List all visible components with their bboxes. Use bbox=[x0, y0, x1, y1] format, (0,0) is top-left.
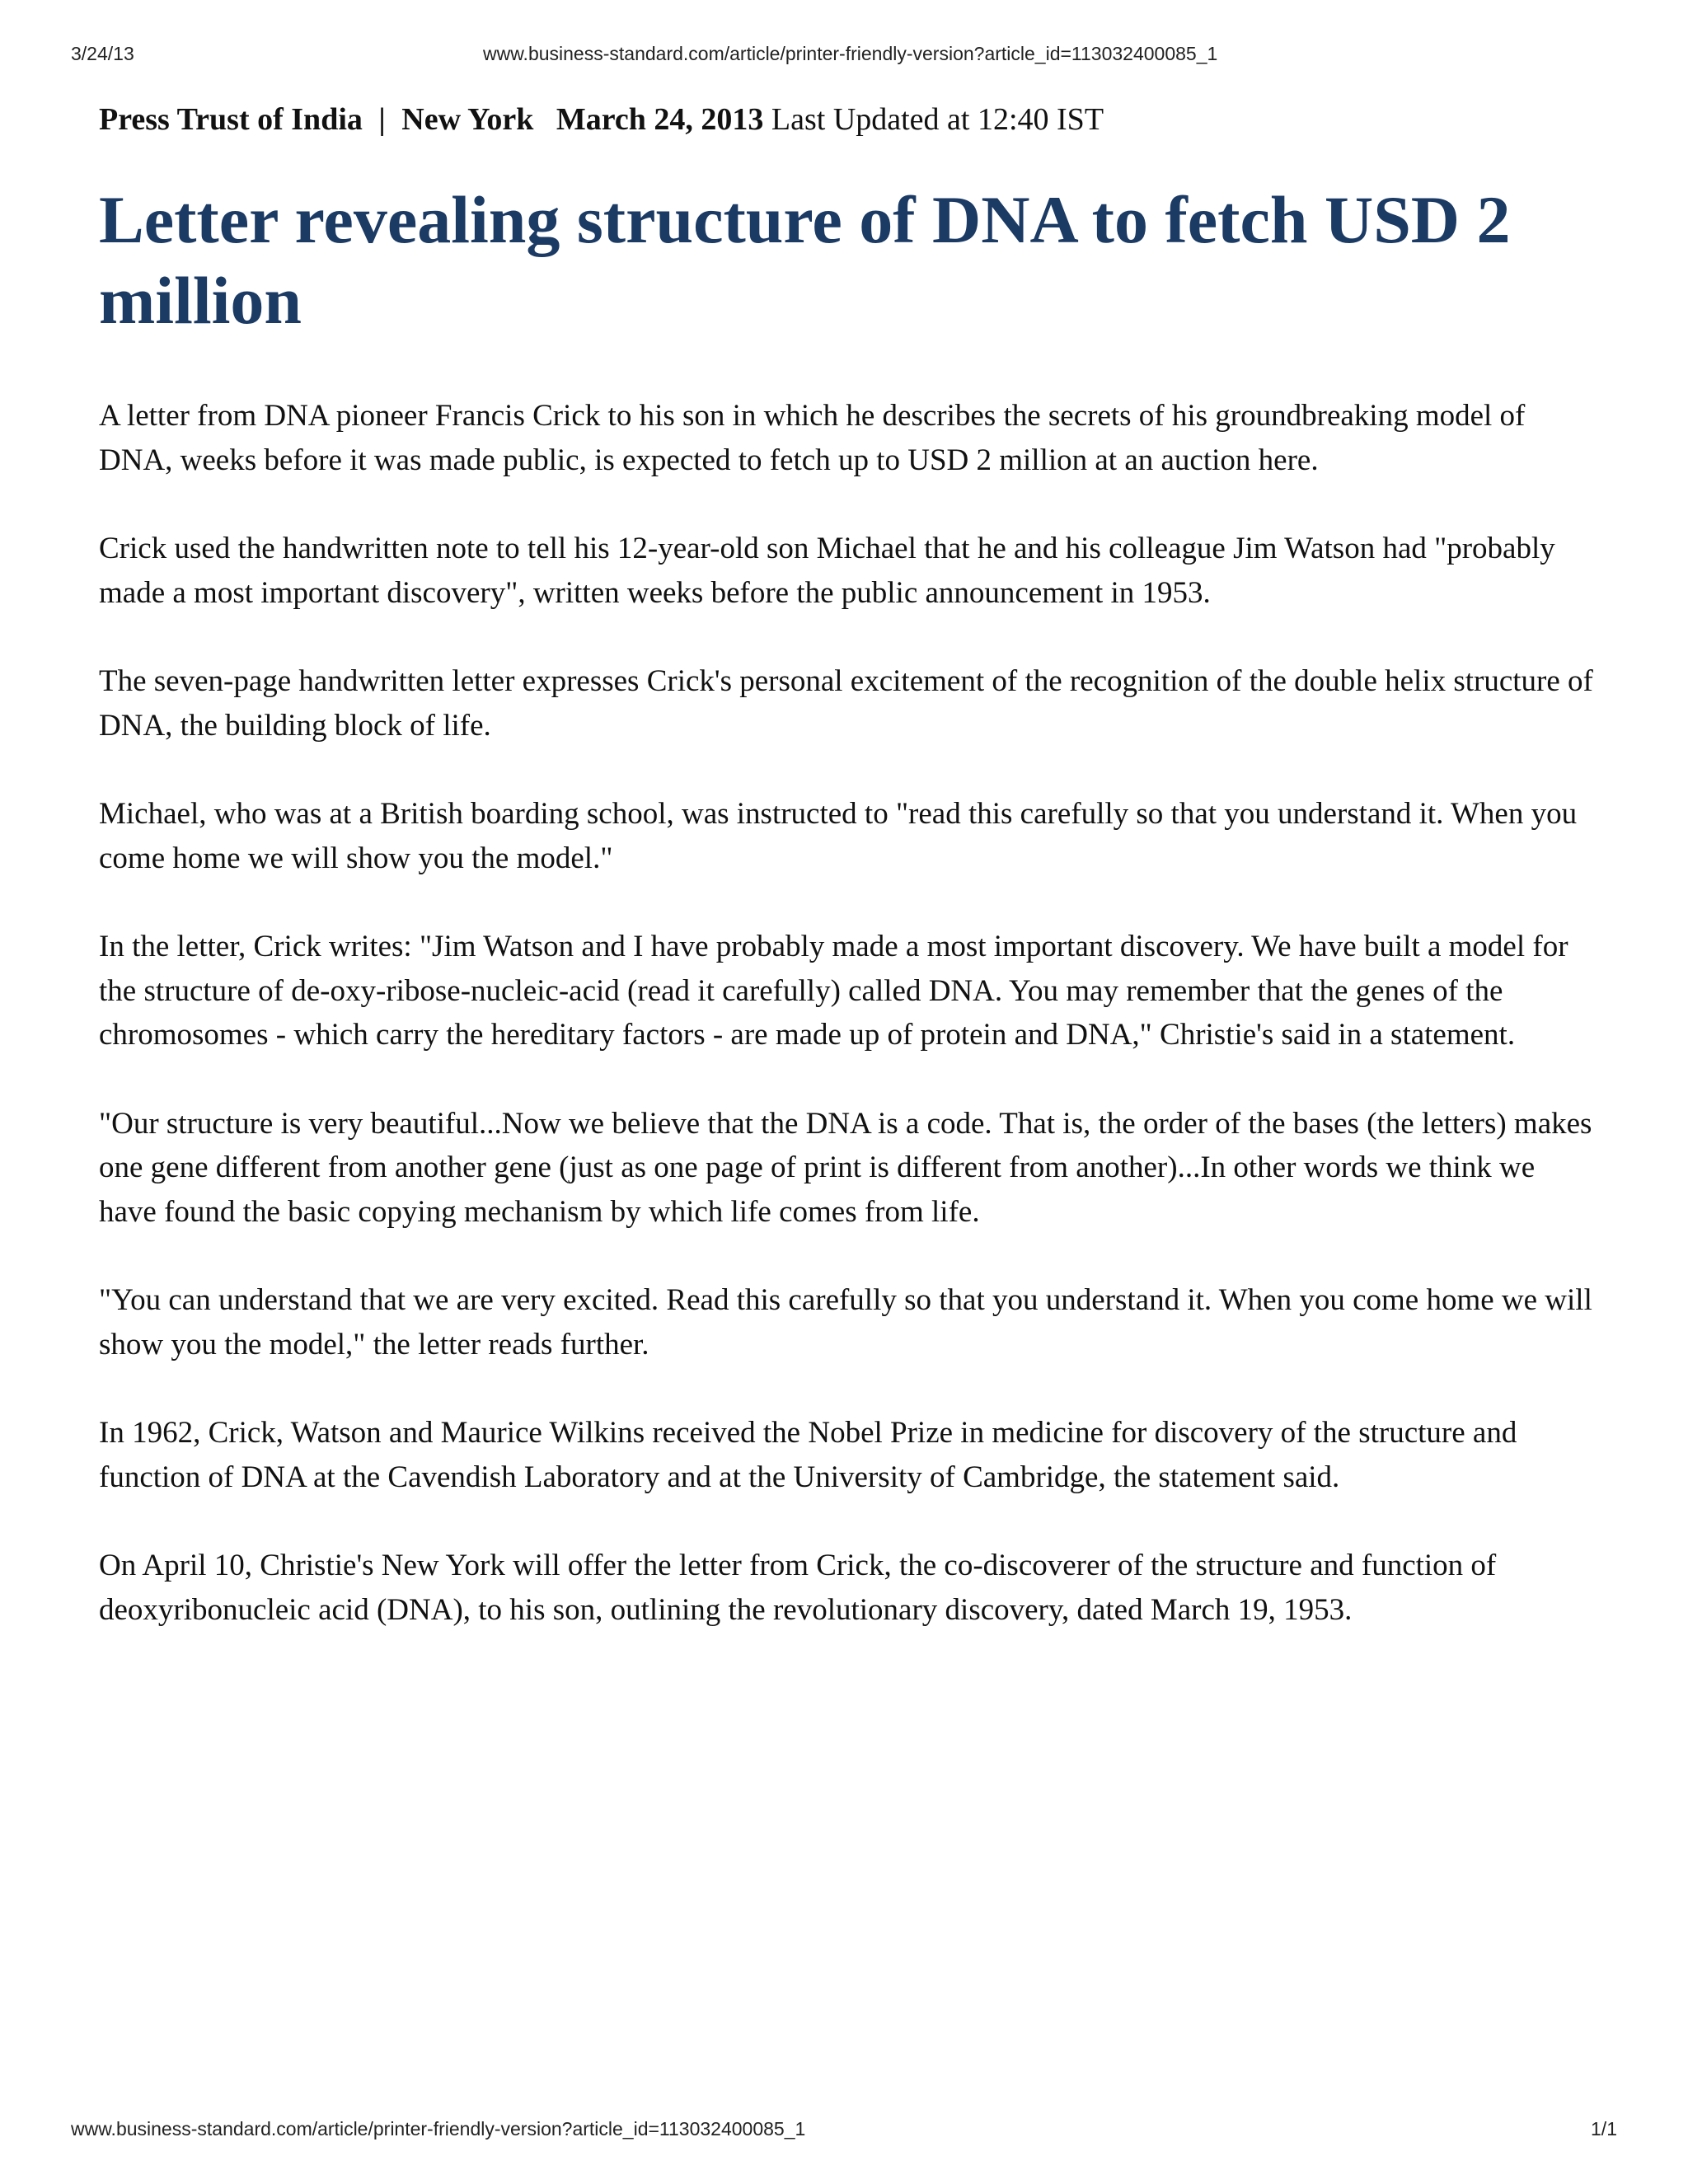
paragraph: On April 10, Christie's New York will offer the letter from Crick, the co-discoverer of the structure and function of deoxyribonucleic acid (DNA), to his son, outlining the revolutionary discovery, dated March 19, 1953. bbox=[99, 1549, 1497, 1627]
article bbox=[99, 97, 1599, 1676]
byline-date: March 24, 2013 bbox=[556, 102, 764, 137]
paragraph: In the letter, Crick writes: "Jim Watson and I have probably made a most important discovery. We have built a model for the structure of de-oxy-ribose-nucleic-acid (read it carefully) called DNA. You may remember that the genes of the chromosomes - which carry the hereditary factors - are made up of protein and DNA," Christie's said in a statement. bbox=[99, 930, 1568, 1052]
footer-url: www.business-standard.com/article/printer-friendly-version?article_id=113032400085_1 bbox=[71, 2118, 806, 2139]
paragraph: A letter from DNA pioneer Francis Crick to his son in which he describes the secrets of his groundbreaking model of DNA, weeks before it was made public, is expected to fetch up to USD 2 million at an auction here. bbox=[99, 399, 1526, 477]
print-footer bbox=[71, 2118, 1617, 2146]
byline-separator: | bbox=[378, 102, 386, 137]
byline bbox=[99, 97, 1599, 142]
paragraph: The seven-page handwritten letter expresses Crick's personal excitement of the recognition of the double helix structure of DNA, the building block of life. bbox=[99, 664, 1593, 743]
paragraph: Michael, who was at a British boarding school, was instructed to "read this carefully so that you understand it. When you come home we will show you the model." bbox=[99, 797, 1578, 875]
paragraph: "Our structure is very beautiful...Now we believe that the DNA is a code. That is, the order of the bases (the letters) makes one gene different from another gene (just as one page of print is different from another)...In other words we think we have found the basic copying mechanism by which life comes from life. bbox=[99, 1106, 1592, 1229]
print-date: 3/24/13 bbox=[71, 43, 134, 64]
headline: Letter revealing structure of DNA to fetch USD 2 million bbox=[99, 182, 1511, 338]
byline-agency: Press Trust of India bbox=[99, 102, 363, 137]
print-header bbox=[71, 43, 1617, 71]
paragraph: Crick used the handwritten note to tell his 12-year-old son Michael that he and his colleague Jim Watson had "probably made a most important discovery", written weeks before the public announcement in 1953. bbox=[99, 532, 1555, 610]
article-body bbox=[99, 394, 1599, 1632]
print-url: www.business-standard.com/article/printer-friendly-version?article_id=113032400085_1 bbox=[483, 43, 1218, 64]
paragraph: "You can understand that we are very excited. Read this carefully so that you understand it. When you come home we will show you the model," the letter reads further. bbox=[99, 1283, 1592, 1361]
paragraph: In 1962, Crick, Watson and Maurice Wilkins received the Nobel Prize in medicine for discovery of the structure and function of DNA at the Cavendish Laboratory and at the University of Cambridge, the statement said. bbox=[99, 1416, 1517, 1494]
byline-city: New York bbox=[401, 102, 534, 137]
byline-updated: Last Updated at 12:40 IST bbox=[771, 102, 1104, 137]
page-number: 1/1 bbox=[1591, 2118, 1617, 2139]
